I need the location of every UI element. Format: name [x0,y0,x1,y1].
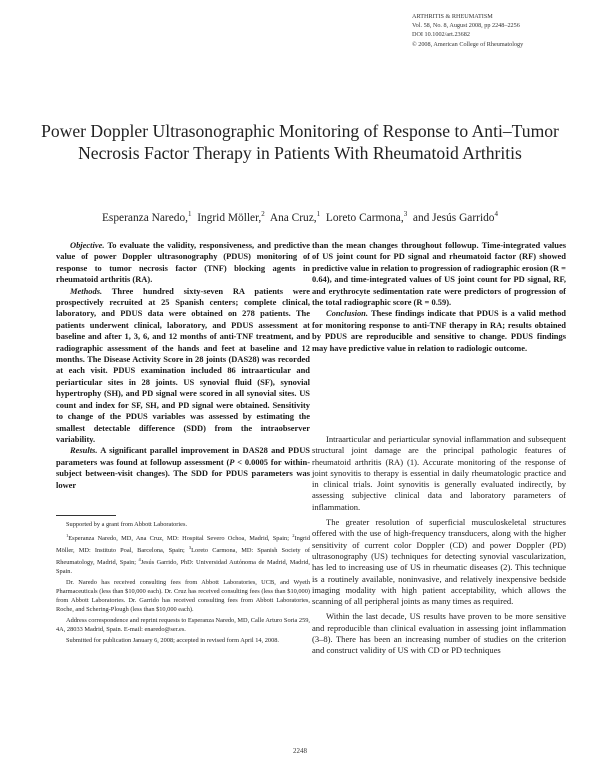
page-number: 2248 [293,747,307,755]
abstract-conclusion-text: These findings indicate that PDUS is a valid method for monitoring response to anti-TNF therapy in RA; results obtained by PDUS are reproducible and sensitive to change. PDUS findings may have predictive value in relation to radiologic outcome. [312,308,566,353]
body-paragraph: Within the last decade, US results have proven to be more sensitive and reproducible than clinical evaluation in assessing joint inflammation (3–8). There has been an increasing number of studies on the criterion and construct validity of US with CD or PD techniques [312,611,566,656]
footnote-support: Supported by a grant from Abbott Laboratories. [66,521,188,528]
author-affiliation-mark: 4 [494,210,499,218]
abstract-conclusion-label: Conclusion. [326,308,368,319]
abstract-objective-text: To evaluate the validity, responsiveness, and predictive value of power Doppler ultrasonography (PDUS) monitoring of response to tumor necrosis factor (TNF) blocking agents in rheumatoid arthritis (RA). [56,240,310,285]
author-affiliation-mark: 2 [261,210,265,218]
author-affiliation-mark: 3 [403,210,408,218]
author: Loreto Carmona, [325,211,404,224]
abstract-left-column [56,240,310,491]
author: Ana Cruz, [269,211,317,224]
affiliation-text: Loreto Carmona, MD: Spanish Society of Rheumatology, Madrid, Spain; [56,547,310,567]
abstract-objective [56,240,310,286]
abstract-conclusion [312,308,566,354]
author-affiliation-mark: 1 [316,210,321,218]
abstract-p-value-symbol: P [229,456,235,467]
affiliation-text: Jesús Garrido, PhD: Universidad Autónoma de Madrid, Madrid, Spain. [56,559,310,576]
article-title: Power Doppler Ultrasonographic Monitoring of Response to Anti–Tumor Necrosis Factor Therapy in Patients With Rheumatoid Arthritis [41,121,559,163]
abstract-results-text-cont: < 0.0005 for within-subject between-visit changes). The SDD for PDUS parameters was lower [56,456,310,490]
body-paragraph: The greater resolution of superficial musculoskeletal structures offered with the use of high-frequency transducers, along with the higher sensitivity of current color Doppler (CD) and power Doppler (PD) ultrasonography (US) techniques for detecting synovial vascularization, has led to increasing use of US in rheumatic diseases (2). This technique is a routinely available, noninvasive, and relatively inexpensive bedside imaging modality with high patient acceptability, which allows the scanning of all peripheral joints as many times as required. [312,517,566,607]
body-text [312,434,566,657]
footnotes [56,520,310,645]
journal-name: ARTHRITIS & RHEUMATISM [412,13,493,20]
abstract-objective-label: Objective. [70,240,105,250]
footnote-fees: Dr. Naredo has received consulting fees from Abbott Laboratories, UCB, and Wyeth Pharmaceuticals (less than $10,000 each). Dr. Cruz has received consulting fees (less than $10,000) from Abbott Laboratories. Dr. Garrido has received consulting fees from Abbott Laboratories, Roche, and Schering-Plough (less than $10,000 each). [56,579,310,614]
affiliation-text: Esperanza Naredo, MD, Ana Cruz, MD: Hospital Severo Ochoa, Madrid, Spain; [68,535,293,543]
affiliation-mark: 4 [138,557,141,563]
affiliation-mark: 3 [188,545,192,551]
footnote-affiliations [56,531,310,576]
author: and Jesús Garrido [412,211,495,224]
journal-doi: DOI 10.1002/art.23682 [412,31,470,39]
abstract-results [56,445,310,491]
abstract-results-label: Results. [70,445,98,456]
author: Ingrid Möller, [197,211,262,224]
abstract-methods [56,286,310,446]
author-list [40,206,560,226]
author-affiliation-mark: 1 [187,210,192,218]
abstract-methods-label: Methods. [70,285,103,296]
abstract-results-continued: than the mean changes throughout followup. Time-integrated values of US joint count for PD signal and rheumatoid factor (RF) showed predictive value in relation to progression of radiographic erosion (R = 0.64), and time-integrated values of US joint count for PD signal, RF, and erythrocyte sedimentation rate were predictors of progression of the total radiographic score (R = 0.59). [312,240,566,308]
journal-header [412,12,592,49]
footnote-submitted: Submitted for publication January 6, 2008; accepted in revised form April 14, 2008. [66,637,279,645]
affiliation-mark: 1 [66,533,69,538]
abstract-results-text: A significant parallel improvement in DAS28 and PDUS parameters was found at followup assessment ( [56,445,310,467]
footnote-address: Address correspondence and reprint requests to Esperanza Naredo, MD, Calle Arturo Soria 259, 4A, 28033 Madrid, Spain. E-mail: enaredo@ser.es. [56,617,310,634]
journal-volume: Vol. 58, No. 8, August 2008, pp 2248–2256 [412,22,520,30]
affiliation-mark: 2 [292,533,295,538]
affiliation-text: Ingrid Möller, MD: Instituto Poal, Barcelona, Spain; [56,535,310,555]
journal-copyright: © 2008, American College of Rheumatology [412,40,524,48]
body-paragraph: Intraarticular and periarticular synovial inflammation and subsequent structural joint damage are the principal pathologic features of rheumatoid arthritis (RA) (1). Accurate monitoring of the response of joint synovitis to therapy is essential in daily rheumatologic practice and in clinical trials. Joint synovitis is generally evaluated indirectly, by assessing subjective clinical data and laboratory parameters of inflammation. [312,434,566,512]
abstract-right-column [312,240,566,354]
author: Esperanza Naredo, [101,211,188,224]
abstract-methods-text: Three hundred sixty-seven RA patients were prospectively recruited at 25 Spanish centers; complete clinical, laboratory, and PDUS data were obtained on 278 patients. The patients underwent clinical, laboratory, and PDUS assessment at baseline and after 1, 3, 6, and 12 months of anti-TNF treatment, and radiographic assessment of the hands and feet at baseline and 12 months. The Disease Activity Score in 28 joints (DAS28) was recorded at each visit. PDUS examination included 86 intraarticular and periarticular sites in 28 joints. US synovial fluid (SF), synovial hypertrophy (SH), and PD signal were scored in all synovial sites. US count and index for SF, SH, and PD signal were obtained. Sensitivity to change of the PDUS variables was assessed by estimating the smallest detectable difference (SDD) from the intraobserver variability. [56,285,310,444]
footnote-divider [56,515,116,516]
